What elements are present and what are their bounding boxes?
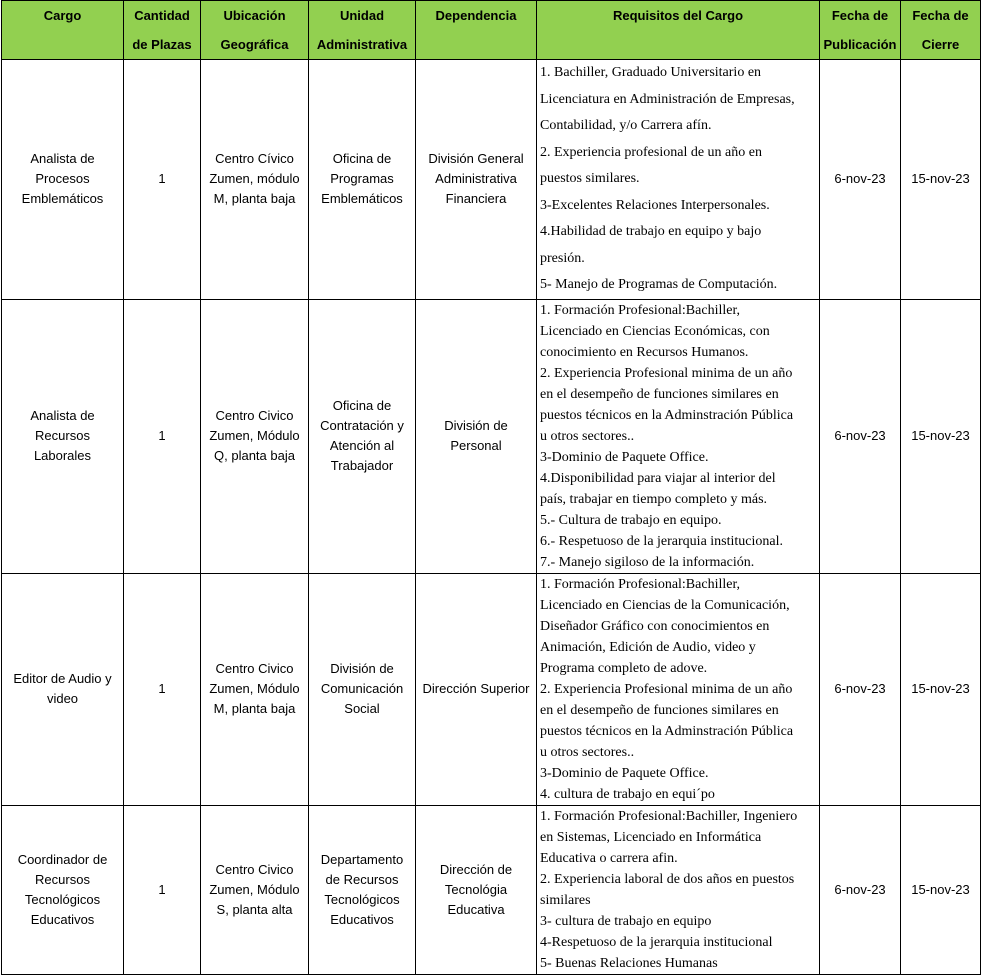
cell-line: División de xyxy=(444,418,508,433)
cell-line: Programas xyxy=(330,171,394,187)
cell-line: Procesos xyxy=(35,171,90,187)
cell-line: video xyxy=(46,691,79,706)
dependencia-cell xyxy=(416,573,537,805)
cell-line: Fecha de xyxy=(912,8,969,23)
cell-line: Social xyxy=(344,701,380,716)
cell-line: puestos similares. xyxy=(540,171,640,186)
cell-line: Emblemáticos xyxy=(21,191,104,207)
cell-line: Zumen, Módulo xyxy=(209,881,300,897)
cell-line: 4. cultura de trabajo en equi´po xyxy=(540,786,715,802)
cell-line: Trabajador xyxy=(330,458,394,473)
header-unidad xyxy=(309,1,416,60)
cell-line: Analista de xyxy=(30,151,95,167)
header-cierre xyxy=(901,1,981,60)
cell-line: División General xyxy=(428,151,524,167)
cargo-cell xyxy=(2,60,124,300)
cell-line: Educativos xyxy=(330,911,394,927)
cell-line: Dirección de xyxy=(439,861,513,877)
header-row xyxy=(2,1,981,60)
cell-line: Centro Civico xyxy=(215,861,294,877)
cell-line: Tecnológicos xyxy=(24,891,101,907)
cell-line: 3-Excelentes Relaciones Interpersonales. xyxy=(540,197,770,213)
table-row xyxy=(2,299,981,573)
cell-line: 1. Bachiller, Graduado Universitario en xyxy=(540,65,762,80)
cell-line: Dirección Superior xyxy=(422,681,530,696)
cell-line: 2. Experiencia laboral de dos años en puestos xyxy=(540,871,795,887)
cell-line: Cierre xyxy=(921,37,960,52)
header-publicacion xyxy=(820,1,901,60)
cantidad-cell: 1 xyxy=(124,573,201,805)
cell-line: Cargo xyxy=(43,8,82,23)
cell-line: 1. Formación Profesional:Bachiller, xyxy=(540,302,741,318)
cell-line: 5.- Cultura de trabajo en equipo. xyxy=(540,512,722,528)
cell-line: Coordinador de xyxy=(17,851,108,867)
cell-line: Licenciado en Ciencias Económicas, con xyxy=(540,323,770,339)
cell-line: M, planta baja xyxy=(213,191,296,207)
publicacion-cell: 6-nov-23 xyxy=(820,60,901,300)
header-dependencia xyxy=(416,1,537,60)
cierre-cell: 15-nov-23 xyxy=(901,805,981,974)
cantidad-cell: 1 xyxy=(124,299,201,573)
cell-line: División de xyxy=(330,661,394,676)
unidad-cell xyxy=(309,60,416,300)
cell-line: Geográfica xyxy=(220,37,289,52)
cell-line: Personal xyxy=(450,438,502,453)
cell-line: 7.- Manejo sigiloso de la información. xyxy=(540,554,755,570)
cell-line: 4-Respetuoso de la jerarquia institucional xyxy=(540,934,773,950)
table-row xyxy=(2,573,981,805)
cell-line: Requisitos del Cargo xyxy=(612,8,744,23)
cell-line: Zumen, Módulo xyxy=(209,428,300,443)
cell-line: 2. Experiencia profesional de un año en xyxy=(540,144,762,160)
cell-line: Analista de xyxy=(30,408,95,423)
cell-line: Atención al xyxy=(329,438,395,453)
cell-line: Oficina de xyxy=(332,151,392,167)
table-row xyxy=(2,60,981,300)
cell-line: S, planta alta xyxy=(216,901,293,917)
cell-line: Comunicación xyxy=(320,681,404,696)
cell-line: presión. xyxy=(540,250,585,266)
cell-line: Licenciatura en Administración de Empresas, xyxy=(540,91,795,107)
ubicacion-cell xyxy=(201,299,309,573)
cell-line: 1. Formación Profesional:Bachiller, Ingeniero xyxy=(540,808,798,824)
cell-line: Emblemáticos xyxy=(321,191,403,207)
cell-line: u otros sectores.. xyxy=(540,428,635,444)
cell-line: Editor de Audio y xyxy=(13,671,112,686)
cell-line: en el desempeño de funciones similares en xyxy=(540,702,779,718)
cargo-cell xyxy=(2,573,124,805)
requisitos-cell xyxy=(537,805,820,974)
header-ubicacion xyxy=(201,1,309,60)
header-requisitos xyxy=(537,1,820,60)
cell-line: similares xyxy=(540,892,591,908)
cantidad-cell: 1 xyxy=(124,805,201,974)
cell-line: Departamento xyxy=(320,851,404,867)
cell-line: Cantidad xyxy=(134,8,190,23)
cell-line: Financiera xyxy=(445,191,507,207)
cell-line: Q, planta baja xyxy=(214,448,295,463)
cell-line: Contabilidad, y/o Carrera afín. xyxy=(540,118,712,133)
cell-line: 5- Buenas Relaciones Humanas xyxy=(540,955,718,971)
requisitos-cell xyxy=(537,299,820,573)
header-cantidad xyxy=(124,1,201,60)
cell-line: Administrativa xyxy=(316,37,408,52)
cell-line: Centro Civico xyxy=(215,661,294,676)
cell-line: Licenciado en Ciencias de la Comunicación, xyxy=(540,597,790,613)
cell-line: conocimiento en Recursos Humanos. xyxy=(540,344,749,360)
job-vacancies-table xyxy=(1,0,981,975)
publicacion-cell: 6-nov-23 xyxy=(820,805,901,974)
cell-line: Animación, Edición de Audio, video y xyxy=(540,639,756,655)
ubicacion-cell xyxy=(201,573,309,805)
publicacion-cell: 6-nov-23 xyxy=(820,299,901,573)
cell-line: en Sistemas, Licenciado en Informática xyxy=(540,829,762,845)
cell-line: de Recursos xyxy=(325,871,399,887)
cargo-cell xyxy=(2,805,124,974)
cell-line: Administrativa xyxy=(435,171,517,187)
cantidad-cell: 1 xyxy=(124,60,201,300)
unidad-cell xyxy=(309,805,416,974)
cell-line: puestos técnicos en la Adminstración Pública xyxy=(540,407,794,423)
cell-line: Educativos xyxy=(30,911,95,927)
cell-line: de Plazas xyxy=(132,37,192,52)
dependencia-cell xyxy=(416,299,537,573)
cell-line: 5- Manejo de Programas de Computación. xyxy=(540,277,778,292)
cell-line: Contratación y xyxy=(320,418,404,433)
cell-line: 2. Experiencia Profesional minima de un año xyxy=(540,365,793,381)
cell-line: Fecha de xyxy=(831,8,889,23)
cell-line: Laborales xyxy=(33,448,92,463)
table-row xyxy=(2,805,981,974)
dependencia-cell xyxy=(416,60,537,300)
cell-line: Centro Cívico xyxy=(215,151,294,167)
cell-line: u otros sectores.. xyxy=(540,744,635,760)
cell-line: Educativa o carrera afin. xyxy=(540,850,678,866)
cierre-cell: 15-nov-23 xyxy=(901,60,981,300)
unidad-cell xyxy=(309,299,416,573)
cell-line: 3-Dominio de Paquete Office. xyxy=(540,765,709,781)
cell-line: 3-Dominio de Paquete Office. xyxy=(540,449,709,465)
cell-line: Diseñador Gráfico con conocimientos en xyxy=(540,618,770,634)
cargo-cell xyxy=(2,299,124,573)
cell-line: Tecnológicos xyxy=(324,891,400,907)
cell-line: Ubicación xyxy=(223,8,286,23)
cell-line: Oficina de xyxy=(332,398,392,413)
cell-line: país, trabajar en tiempo completo y más. xyxy=(540,491,768,507)
cell-line: M, planta baja xyxy=(213,701,296,716)
cell-line: 4.Habilidad de trabajo en equipo y bajo xyxy=(540,224,762,239)
ubicacion-cell xyxy=(201,60,309,300)
cell-line: en el desempeño de funciones similares en xyxy=(540,386,779,402)
publicacion-cell: 6-nov-23 xyxy=(820,573,901,805)
dependencia-cell xyxy=(416,805,537,974)
cierre-cell: 15-nov-23 xyxy=(901,573,981,805)
cell-line: 4.Disponibilidad para viajar al interior del xyxy=(540,470,776,486)
cell-line: 3- cultura de trabajo en equipo xyxy=(540,913,712,929)
requisitos-cell xyxy=(537,573,820,805)
cell-line: 2. Experiencia Profesional minima de un año xyxy=(540,681,793,697)
cell-line: Educativa xyxy=(447,901,505,917)
cell-line: Unidad xyxy=(339,8,385,23)
unidad-cell xyxy=(309,573,416,805)
cell-line: Tecnológia xyxy=(444,881,508,897)
cell-line: Centro Civico xyxy=(215,408,294,423)
cell-line: Zumen, módulo xyxy=(209,171,300,187)
cell-line: Recursos xyxy=(35,871,90,887)
header-cargo xyxy=(2,1,124,60)
cell-line: 6.- Respetuoso de la jerarquia institucional. xyxy=(540,533,783,549)
cell-line: puestos técnicos en la Adminstración Pública xyxy=(540,723,794,739)
cell-line: Programa completo de adove. xyxy=(540,660,708,676)
cierre-cell: 15-nov-23 xyxy=(901,299,981,573)
cell-line: Dependencia xyxy=(435,8,517,23)
cell-line: Zumen, Módulo xyxy=(209,681,300,696)
cell-line: 1. Formación Profesional:Bachiller, xyxy=(540,576,741,592)
cell-line: Publicación xyxy=(823,37,897,52)
ubicacion-cell xyxy=(201,805,309,974)
cell-line: Recursos xyxy=(35,428,90,443)
requisitos-cell xyxy=(537,60,820,300)
